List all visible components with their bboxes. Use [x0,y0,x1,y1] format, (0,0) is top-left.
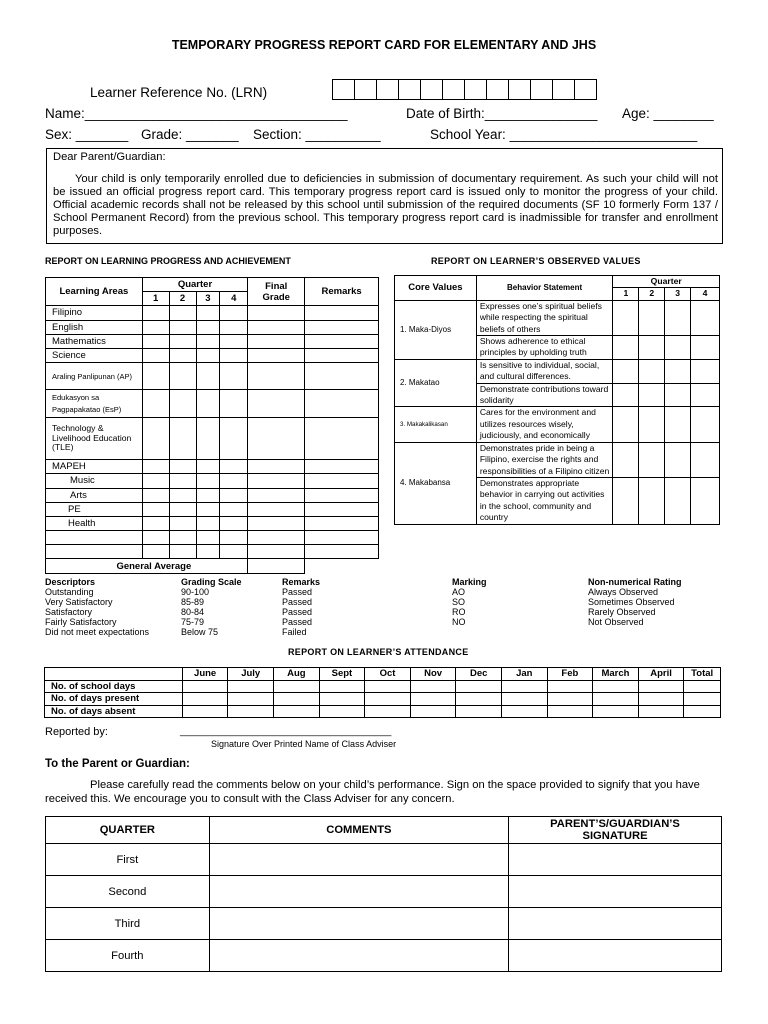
general-average-label: General Average [46,559,248,573]
quarter-3: 3 [196,292,220,306]
subject-row [46,418,379,460]
legend-item: Not Observed [588,617,644,627]
subject-row [46,488,379,502]
signature-line[interactable]: ______________________________________ [180,726,392,737]
learning-progress-table [45,277,379,574]
observed-values-table [394,275,720,525]
legend-item: Always Observed [588,587,659,597]
lrn-label: Learner Reference No. (LRN) [90,85,268,100]
subject-row [46,460,379,474]
comment-row [46,876,722,908]
legend-item: Passed [282,597,313,607]
subject-name: Music [46,474,143,488]
signature-caption: Signature Over Printed Name of Class Adviser [211,739,397,749]
legend-item: Outstanding [45,587,94,597]
general-average-row [46,559,379,573]
comment-row [46,844,722,876]
month-header: Jan [501,668,547,681]
legend-item: 90-100 [181,587,210,597]
comment-cell[interactable] [209,844,508,876]
notice-letter [46,148,723,244]
signature-cell[interactable] [509,940,722,972]
month-header: Feb [547,668,593,681]
comment-cell[interactable] [209,876,508,908]
col-learning-areas: Learning Areas [46,278,143,306]
legend-item: SO [452,597,466,607]
legend-heading: Marking [452,577,487,587]
parent-heading: To the Parent or Guardian: [45,758,190,770]
subject-name: PE [46,502,143,516]
quarter-2: 2 [639,288,665,300]
age-field[interactable]: Age: ________ [622,106,714,121]
core-value: 1. Maka-Diyos [395,300,477,359]
lrn-input-boxes[interactable] [333,79,597,99]
legend-item: Passed [282,587,313,597]
legend-item: NO [452,617,466,627]
quarter-2: 2 [169,292,196,306]
quarter-3: 3 [665,288,691,300]
behavior-statement: Cares for the environment and utilizes resources wisely, judiciously, and economically [476,407,613,442]
month-header: Dec [456,668,502,681]
subject-row [46,545,379,559]
comments-table [45,816,722,972]
sex-field[interactable]: Sex: _______ [45,127,129,142]
quarter-1: 1 [613,288,639,300]
subject-name: MAPEH [46,460,143,474]
signature-cell[interactable] [509,844,722,876]
col-signature: PARENT’S/GUARDIAN’S SIGNATURE [509,817,722,844]
legend-item: 80-84 [181,607,205,617]
core-value: 3. Makakalikasan [395,407,477,442]
comment-row [46,908,722,940]
month-header: June [182,668,228,681]
grade-field[interactable]: Grade: _______ [141,127,239,142]
school-year-field[interactable]: School Year: _________________________ [430,127,698,142]
col-quarter: Quarter [142,278,248,292]
attendance-heading: REPORT ON LEARNER’S ATTENDANCE [288,647,469,657]
legend-grading [181,577,242,637]
subject-name: Mathematics [46,334,143,348]
signature-cell[interactable] [509,908,722,940]
subject-name: Edukasyon sa Pagpapakatao (EsP) [46,390,143,418]
behavior-statement: Demonstrate contributions toward solidarity [476,383,613,407]
letter-salutation: Dear Parent/Guardian: [53,151,166,163]
col-quarter: QUARTER [46,817,210,844]
subject-row [46,320,379,334]
legend-marking [452,577,487,627]
learning-heading: REPORT ON LEARNING PROGRESS AND ACHIEVEMENT [45,256,291,266]
quarter-label: Third [46,908,210,940]
legend-item: Did not meet expectations [45,627,150,637]
quarter-4: 4 [691,288,720,300]
col-remarks: Remarks [305,278,379,306]
legend-heading: Grading Scale [181,577,242,587]
name-field[interactable]: Name:___________________________________ [45,106,348,121]
attendance-row-label: No. of days present [45,693,183,706]
legend-item: Below 75 [181,627,219,637]
month-header: July [228,668,274,681]
subject-row [46,502,379,516]
legend-item: Rarely Observed [588,607,656,617]
behavior-statement: Demonstrates pride in being a Filipino, exercise the rights and responsibilities of a Filipino citizen [476,442,613,477]
month-header: March [593,668,639,681]
legend-heading: Non-numerical Rating [588,577,682,587]
subject-name: English [46,320,143,334]
attendance-row [45,705,721,718]
parent-body: Please carefully read the comments below on your child’s performance. Sign on the space provided to signify that you have received this. We encourage you to consult with the Class Adviser for any concern. [45,779,700,805]
attendance-row-label: No. of days absent [45,705,183,718]
values-heading: REPORT ON LEARNER’S OBSERVED VALUES [431,256,641,266]
subject-row [46,531,379,545]
comment-row [46,940,722,972]
legend-remarks [282,577,320,637]
legend-item: Satisfactory [45,607,93,617]
legend-heading: Descriptors [45,577,96,587]
quarter-label: Fourth [46,940,210,972]
col-behavior: Behavior Statement [476,276,613,301]
legend-heading: Remarks [282,577,321,587]
attendance-table [44,667,721,718]
subject-row [46,306,379,320]
subject-row [46,516,379,530]
subject-name: Technology & Livelihood Education (TLE) [46,418,143,460]
subject-name: Arts [46,488,143,502]
behavior-statement: Is sensitive to individual, social, and cultural differences. [476,359,613,383]
legend-item: 75-79 [181,617,205,627]
subject-name: Araling Panlipunan (AP) [46,363,143,390]
month-header: Aug [274,668,320,681]
reported-by-label: Reported by: [45,726,108,738]
legend-item: Sometimes Observed [588,597,675,607]
subject-row [46,390,379,418]
legend-descriptors [45,577,149,637]
quarter-label: First [46,844,210,876]
col-quarter: Quarter [613,276,720,288]
attendance-row [45,693,721,706]
comment-cell[interactable] [209,908,508,940]
subject-row [46,334,379,348]
signature-cell[interactable] [509,876,722,908]
legend-item: AO [452,587,466,597]
legend-item: Failed [282,627,307,637]
section-field[interactable]: Section: __________ [253,127,381,142]
legend-nonnumerical [588,577,682,627]
comment-cell[interactable] [209,940,508,972]
legend-item: RO [452,607,466,617]
legend-item: 85-89 [181,597,205,607]
quarter-1: 1 [142,292,169,306]
legend-item: Fairly Satisfactory [45,617,117,627]
attendance-row-label: No. of school days [45,680,183,693]
subject-row [46,474,379,488]
dob-field[interactable]: Date of Birth:_______________ [406,106,598,121]
quarter-label: Second [46,876,210,908]
subject-name: Health [46,516,143,530]
month-header: Sept [319,668,365,681]
legend-item: Very Satisfactory [45,597,113,607]
attendance-row [45,680,721,693]
behavior-statement: Shows adherence to ethical principles by upholding truth [476,336,613,360]
subject-name [46,531,143,545]
subject-row [46,363,379,390]
subject-name: Science [46,348,143,362]
col-comments: COMMENTS [209,817,508,844]
month-header: Total [684,668,721,681]
col-final-grade: Final Grade [248,278,305,306]
behavior-statement: Expresses one’s spiritual beliefs while respecting the spiritual beliefs of others [476,300,613,335]
core-value: 4. Makabansa [395,442,477,524]
subject-name [46,545,143,559]
legend-item: Passed [282,617,313,627]
behavior-statement: Demonstrates appropriate behavior in carrying out activities in the school, community and country [476,477,613,524]
col-core-values: Core Values [395,276,477,301]
subject-name: Filipino [46,306,143,320]
month-header: April [638,668,684,681]
month-header: Oct [365,668,411,681]
letter-body: Your child is only temporarily enrolled due to deficiencies in submission of documentary requirement. As such your child will not be issued an official progress report card. This temporary progress report card is issued only to monitor the progress of your child. Official academic records shall not be released by this school until submission of the required documents (SF 10 formerly Form 137 / School Permanent Record) from the previous school. This temporary progress report card is inadmissible for transfer and enrollment purposes. [53,173,718,237]
month-header: Nov [410,668,456,681]
quarter-4: 4 [220,292,248,306]
subject-row [46,348,379,362]
core-value: 2. Makatao [395,359,477,407]
page-title: TEMPORARY PROGRESS REPORT CARD FOR ELEMENTARY AND JHS [171,38,597,52]
legend-item: Passed [282,607,313,617]
